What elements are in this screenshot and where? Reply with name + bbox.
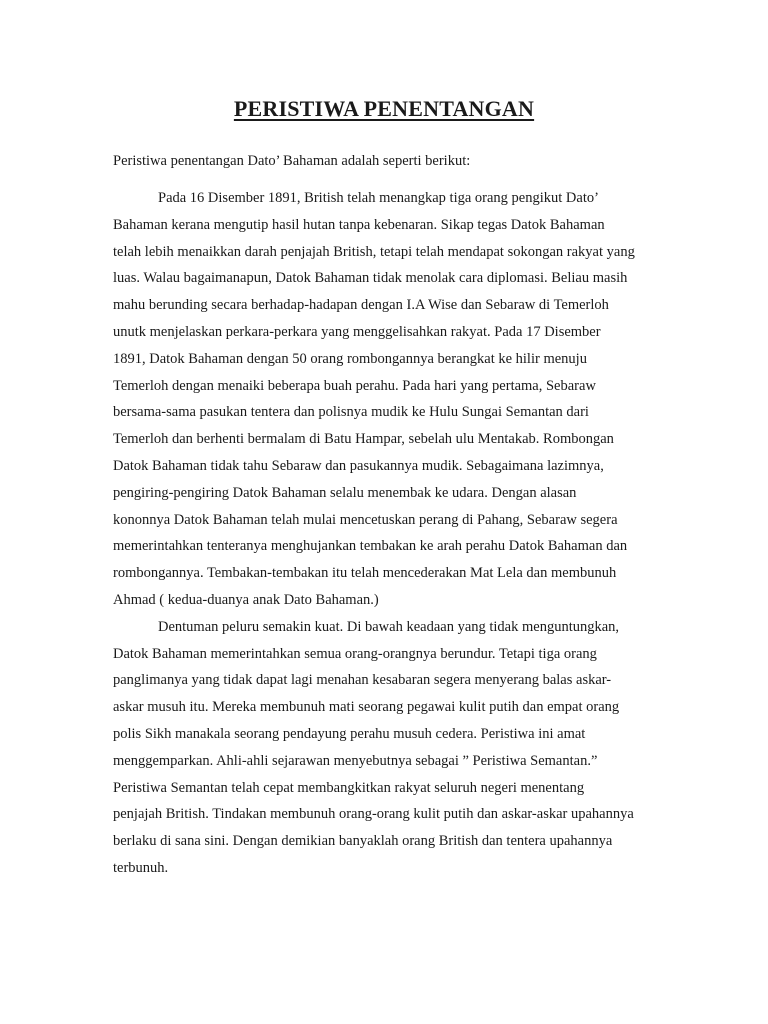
paragraph-line: Temerloh dengan menaiki beberapa buah perahu. Pada hari yang pertama, Sebaraw	[113, 377, 596, 394]
paragraph-line: kononnya Datok Bahaman telah mulai mencetuskan perang di Pahang, Sebaraw segera	[113, 511, 618, 528]
paragraph-line: 1891, Datok Bahaman dengan 50 orang rombongannya berangkat ke hilir menuju	[113, 350, 587, 367]
paragraph-line: Datok Bahaman memerintahkan semua orang-orangnya berundur. Tetapi tiga orang	[113, 645, 597, 662]
paragraph-line: Bahaman kerana mengutip hasil hutan tanpa kebenaran. Sikap tegas Datok Bahaman	[113, 216, 605, 233]
paragraph-line: telah lebih menaikkan darah penjajah British, tetapi telah mendapat sokongan rakyat yang	[113, 243, 635, 260]
paragraph-line: Dentuman peluru semakin kuat. Di bawah keadaan yang tidak menguntungkan,	[158, 618, 620, 635]
paragraph-line: polis Sikh manakala seorang pendayung perahu musuh cedera. Peristiwa ini amat	[113, 725, 586, 742]
paragraph-line: penjajah British. Tindakan membunuh orang-orang kulit putih dan askar-askar upahannya	[113, 806, 634, 823]
paragraph-line: terbunuh.	[113, 859, 169, 876]
paragraph-line: mahu berunding secara berhadap-hadapan dengan I.A Wise dan Sebaraw di Temerloh	[113, 297, 609, 314]
paragraph-line: memerintahkan tenteranya menghujankan tembakan ke arah perahu Datok Bahaman dan	[113, 538, 628, 555]
intro-sentence: Peristiwa penentangan Dato’ Bahaman adalah seperti berikut:	[113, 153, 471, 169]
paragraph-1	[113, 185, 673, 614]
paragraph-line: menggemparkan. Ahli-ahli sejarawan menyebutnya sebagai ” Peristiwa Semantan.”	[113, 752, 598, 769]
paragraph-line: Pada 16 Disember 1891, British telah menangkap tiga orang pengikut Dato’	[158, 190, 599, 206]
paragraph-line: panglimanya yang tidak dapat lagi menahan kesabaran segera menyerang balas askar-	[113, 672, 612, 689]
paragraph-line: berlaku di sana sini. Dengan demikian banyaklah orang British dan tentera upahannya	[113, 833, 613, 850]
paragraph-line: askar musuh itu. Mereka membunuh mati seorang pegawai kulit putih dan empat orang	[113, 699, 620, 716]
paragraph-line: unutk menjelaskan perkara-perkara yang menggelisahkan rakyat. Pada 17 Disember	[113, 323, 601, 340]
paragraph-2	[113, 614, 673, 882]
paragraph-line: rombongannya. Tembakan-tembakan itu telah mencederakan Mat Lela dan membunuh	[113, 565, 617, 582]
paragraph-line: luas. Walau bagaimanapun, Datok Bahaman tidak menolak cara diplomasi. Beliau masih	[113, 270, 628, 287]
paragraph-line: bersama-sama pasukan tentera dan polisnya mudik ke Hulu Sungai Semantan dari	[113, 404, 589, 421]
paragraph-line: Temerloh dan berhenti bermalam di Batu Hampar, sebelah ulu Mentakab. Rombongan	[113, 431, 614, 448]
paragraph-line: pengiring-pengiring Datok Bahaman selalu menembak ke udara. Dengan alasan	[113, 484, 577, 501]
paragraph-line: Datok Bahaman tidak tahu Sebaraw dan pasukannya mudik. Sebagaimana lazimnya,	[113, 457, 604, 474]
paragraph-line: Peristiwa Semantan telah cepat membangkitkan rakyat seluruh negeri menentang	[113, 779, 585, 796]
document-body	[113, 185, 673, 882]
paragraph-line: Ahmad ( kedua-duanya anak Dato Bahaman.)	[113, 591, 379, 608]
document-title: PERISTIWA PENENTANGAN	[233, 96, 535, 121]
